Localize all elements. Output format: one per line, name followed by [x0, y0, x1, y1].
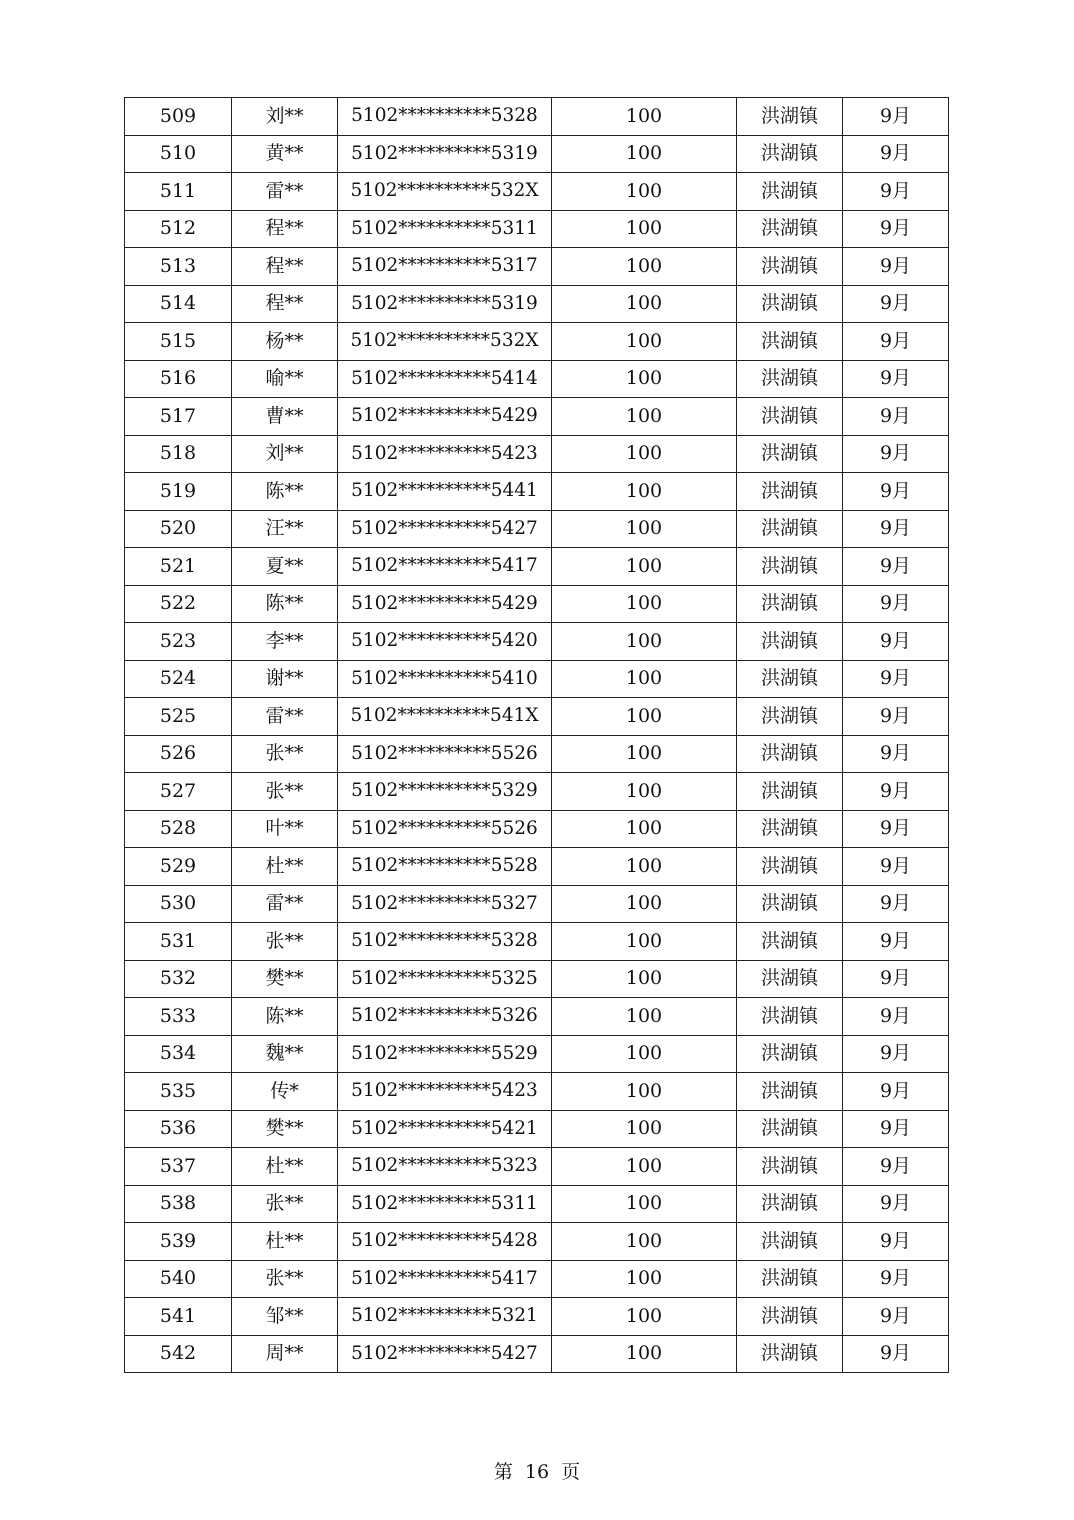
id-number-cell: 5102**********532X — [338, 323, 552, 361]
table-row — [125, 585, 949, 623]
amount-cell: 100 — [552, 435, 737, 473]
row-number-cell: 529 — [125, 848, 232, 886]
town-cell: 洪湖镇 — [737, 510, 843, 548]
month-cell: 9月 — [843, 660, 949, 698]
table-row — [125, 735, 949, 773]
table-row — [125, 1073, 949, 1111]
amount-cell: 100 — [552, 735, 737, 773]
town-cell: 洪湖镇 — [737, 1073, 843, 1111]
town-cell: 洪湖镇 — [737, 735, 843, 773]
town-cell: 洪湖镇 — [737, 548, 843, 586]
row-number-cell: 539 — [125, 1223, 232, 1261]
table-row — [125, 1223, 949, 1261]
town-cell: 洪湖镇 — [737, 1335, 843, 1373]
table-row — [125, 173, 949, 211]
month-cell: 9月 — [843, 698, 949, 736]
id-number-cell: 5102**********5311 — [338, 210, 552, 248]
name-cell: 雷** — [232, 885, 338, 923]
amount-cell: 100 — [552, 135, 737, 173]
id-number-cell: 5102**********5414 — [338, 360, 552, 398]
amount-cell: 100 — [552, 1260, 737, 1298]
name-cell: 黄** — [232, 135, 338, 173]
amount-cell: 100 — [552, 1298, 737, 1336]
row-number-cell: 516 — [125, 360, 232, 398]
amount-cell: 100 — [552, 1148, 737, 1186]
name-cell: 汪** — [232, 510, 338, 548]
id-number-cell: 5102**********5325 — [338, 960, 552, 998]
id-number-cell: 5102**********5329 — [338, 773, 552, 811]
amount-cell: 100 — [552, 360, 737, 398]
amount-cell: 100 — [552, 623, 737, 661]
amount-cell: 100 — [552, 1073, 737, 1111]
amount-cell: 100 — [552, 698, 737, 736]
table-row — [125, 1260, 949, 1298]
name-cell: 张** — [232, 923, 338, 961]
town-cell: 洪湖镇 — [737, 173, 843, 211]
month-cell: 9月 — [843, 960, 949, 998]
name-cell: 谢** — [232, 660, 338, 698]
roster-table — [124, 97, 949, 1373]
id-number-cell: 5102**********5328 — [338, 923, 552, 961]
town-cell: 洪湖镇 — [737, 98, 843, 136]
table-row — [125, 1148, 949, 1186]
row-number-cell: 519 — [125, 473, 232, 511]
town-cell: 洪湖镇 — [737, 1035, 843, 1073]
table-row — [125, 810, 949, 848]
month-cell: 9月 — [843, 623, 949, 661]
month-cell: 9月 — [843, 1185, 949, 1223]
month-cell: 9月 — [843, 360, 949, 398]
name-cell: 夏** — [232, 548, 338, 586]
amount-cell: 100 — [552, 323, 737, 361]
id-number-cell: 5102**********5428 — [338, 1223, 552, 1261]
month-cell: 9月 — [843, 510, 949, 548]
name-cell: 樊** — [232, 1110, 338, 1148]
id-number-cell: 5102**********5427 — [338, 510, 552, 548]
id-number-cell: 5102**********5410 — [338, 660, 552, 698]
row-number-cell: 537 — [125, 1148, 232, 1186]
town-cell: 洪湖镇 — [737, 698, 843, 736]
id-number-cell: 5102**********5327 — [338, 885, 552, 923]
id-number-cell: 5102**********5526 — [338, 735, 552, 773]
id-number-cell: 5102**********5328 — [338, 98, 552, 136]
month-cell: 9月 — [843, 585, 949, 623]
row-number-cell: 528 — [125, 810, 232, 848]
town-cell: 洪湖镇 — [737, 473, 843, 511]
table-row — [125, 1298, 949, 1336]
footer-suffix: 页 — [561, 1461, 581, 1483]
row-number-cell: 526 — [125, 735, 232, 773]
month-cell: 9月 — [843, 98, 949, 136]
town-cell: 洪湖镇 — [737, 323, 843, 361]
page-number: 16 — [524, 1461, 550, 1483]
town-cell: 洪湖镇 — [737, 998, 843, 1036]
row-number-cell: 517 — [125, 398, 232, 436]
month-cell: 9月 — [843, 285, 949, 323]
month-cell: 9月 — [843, 1073, 949, 1111]
amount-cell: 100 — [552, 548, 737, 586]
name-cell: 叶** — [232, 810, 338, 848]
month-cell: 9月 — [843, 1223, 949, 1261]
amount-cell: 100 — [552, 1223, 737, 1261]
name-cell: 陈** — [232, 473, 338, 511]
month-cell: 9月 — [843, 210, 949, 248]
id-number-cell: 5102**********5311 — [338, 1185, 552, 1223]
town-cell: 洪湖镇 — [737, 923, 843, 961]
name-cell: 程** — [232, 285, 338, 323]
name-cell: 喻** — [232, 360, 338, 398]
amount-cell: 100 — [552, 998, 737, 1036]
row-number-cell: 520 — [125, 510, 232, 548]
town-cell: 洪湖镇 — [737, 623, 843, 661]
amount-cell: 100 — [552, 398, 737, 436]
amount-cell: 100 — [552, 98, 737, 136]
town-cell: 洪湖镇 — [737, 1260, 843, 1298]
id-number-cell: 5102**********5423 — [338, 1073, 552, 1111]
roster-table-body — [125, 98, 949, 1373]
row-number-cell: 541 — [125, 1298, 232, 1336]
month-cell: 9月 — [843, 435, 949, 473]
table-row — [125, 510, 949, 548]
amount-cell: 100 — [552, 960, 737, 998]
town-cell: 洪湖镇 — [737, 960, 843, 998]
id-number-cell: 5102**********5420 — [338, 623, 552, 661]
row-number-cell: 527 — [125, 773, 232, 811]
id-number-cell: 5102**********5423 — [338, 435, 552, 473]
row-number-cell: 522 — [125, 585, 232, 623]
row-number-cell: 540 — [125, 1260, 232, 1298]
town-cell: 洪湖镇 — [737, 848, 843, 886]
id-number-cell: 5102**********5528 — [338, 848, 552, 886]
amount-cell: 100 — [552, 1335, 737, 1373]
table-row — [125, 323, 949, 361]
name-cell: 李** — [232, 623, 338, 661]
table-row — [125, 998, 949, 1036]
name-cell: 樊** — [232, 960, 338, 998]
row-number-cell: 531 — [125, 923, 232, 961]
name-cell: 邹** — [232, 1298, 338, 1336]
town-cell: 洪湖镇 — [737, 248, 843, 286]
town-cell: 洪湖镇 — [737, 135, 843, 173]
amount-cell: 100 — [552, 173, 737, 211]
town-cell: 洪湖镇 — [737, 660, 843, 698]
month-cell: 9月 — [843, 923, 949, 961]
id-number-cell: 5102**********5319 — [338, 285, 552, 323]
table-row — [125, 1185, 949, 1223]
table-row — [125, 1110, 949, 1148]
row-number-cell: 534 — [125, 1035, 232, 1073]
table-row — [125, 698, 949, 736]
row-number-cell: 512 — [125, 210, 232, 248]
table-row — [125, 360, 949, 398]
town-cell: 洪湖镇 — [737, 285, 843, 323]
row-number-cell: 515 — [125, 323, 232, 361]
amount-cell: 100 — [552, 473, 737, 511]
name-cell: 杜** — [232, 848, 338, 886]
row-number-cell: 514 — [125, 285, 232, 323]
name-cell: 雷** — [232, 173, 338, 211]
table-row — [125, 398, 949, 436]
name-cell: 陈** — [232, 998, 338, 1036]
amount-cell: 100 — [552, 773, 737, 811]
month-cell: 9月 — [843, 248, 949, 286]
row-number-cell: 510 — [125, 135, 232, 173]
town-cell: 洪湖镇 — [737, 435, 843, 473]
row-number-cell: 509 — [125, 98, 232, 136]
name-cell: 张** — [232, 773, 338, 811]
month-cell: 9月 — [843, 810, 949, 848]
table-row — [125, 960, 949, 998]
amount-cell: 100 — [552, 510, 737, 548]
row-number-cell: 523 — [125, 623, 232, 661]
table-row — [125, 435, 949, 473]
name-cell: 张** — [232, 735, 338, 773]
table-row — [125, 548, 949, 586]
amount-cell: 100 — [552, 660, 737, 698]
town-cell: 洪湖镇 — [737, 210, 843, 248]
town-cell: 洪湖镇 — [737, 1298, 843, 1336]
name-cell: 传* — [232, 1073, 338, 1111]
table-row — [125, 248, 949, 286]
row-number-cell: 525 — [125, 698, 232, 736]
town-cell: 洪湖镇 — [737, 1185, 843, 1223]
row-number-cell: 533 — [125, 998, 232, 1036]
month-cell: 9月 — [843, 473, 949, 511]
amount-cell: 100 — [552, 848, 737, 886]
name-cell: 杨** — [232, 323, 338, 361]
name-cell: 杜** — [232, 1148, 338, 1186]
name-cell: 张** — [232, 1260, 338, 1298]
id-number-cell: 5102**********5323 — [338, 1148, 552, 1186]
town-cell: 洪湖镇 — [737, 1110, 843, 1148]
table-row — [125, 660, 949, 698]
id-number-cell: 5102**********5417 — [338, 1260, 552, 1298]
town-cell: 洪湖镇 — [737, 885, 843, 923]
table-row — [125, 923, 949, 961]
month-cell: 9月 — [843, 885, 949, 923]
month-cell: 9月 — [843, 135, 949, 173]
id-number-cell: 5102**********5427 — [338, 1335, 552, 1373]
row-number-cell: 535 — [125, 1073, 232, 1111]
table-row — [125, 623, 949, 661]
table-row — [125, 773, 949, 811]
table-row — [125, 885, 949, 923]
month-cell: 9月 — [843, 1035, 949, 1073]
id-number-cell: 5102**********5319 — [338, 135, 552, 173]
amount-cell: 100 — [552, 210, 737, 248]
name-cell: 张** — [232, 1185, 338, 1223]
row-number-cell: 530 — [125, 885, 232, 923]
amount-cell: 100 — [552, 923, 737, 961]
name-cell: 刘** — [232, 435, 338, 473]
month-cell: 9月 — [843, 323, 949, 361]
month-cell: 9月 — [843, 1110, 949, 1148]
month-cell: 9月 — [843, 1260, 949, 1298]
id-number-cell: 5102**********5529 — [338, 1035, 552, 1073]
month-cell: 9月 — [843, 1335, 949, 1373]
town-cell: 洪湖镇 — [737, 1223, 843, 1261]
table-row — [125, 285, 949, 323]
name-cell: 程** — [232, 248, 338, 286]
id-number-cell: 5102**********5326 — [338, 998, 552, 1036]
name-cell: 刘** — [232, 98, 338, 136]
id-number-cell: 5102**********5317 — [338, 248, 552, 286]
id-number-cell: 5102**********541X — [338, 698, 552, 736]
row-number-cell: 532 — [125, 960, 232, 998]
month-cell: 9月 — [843, 998, 949, 1036]
month-cell: 9月 — [843, 173, 949, 211]
footer-prefix: 第 — [493, 1461, 513, 1483]
id-number-cell: 5102**********5321 — [338, 1298, 552, 1336]
town-cell: 洪湖镇 — [737, 1148, 843, 1186]
name-cell: 周** — [232, 1335, 338, 1373]
month-cell: 9月 — [843, 735, 949, 773]
town-cell: 洪湖镇 — [737, 585, 843, 623]
id-number-cell: 5102**********5417 — [338, 548, 552, 586]
town-cell: 洪湖镇 — [737, 773, 843, 811]
id-number-cell: 5102**********5441 — [338, 473, 552, 511]
row-number-cell: 518 — [125, 435, 232, 473]
row-number-cell: 521 — [125, 548, 232, 586]
page-footer — [0, 1457, 1074, 1484]
town-cell: 洪湖镇 — [737, 360, 843, 398]
row-number-cell: 538 — [125, 1185, 232, 1223]
amount-cell: 100 — [552, 1185, 737, 1223]
month-cell: 9月 — [843, 773, 949, 811]
amount-cell: 100 — [552, 248, 737, 286]
name-cell: 陈** — [232, 585, 338, 623]
table-row — [125, 98, 949, 136]
table-row — [125, 135, 949, 173]
month-cell: 9月 — [843, 848, 949, 886]
town-cell: 洪湖镇 — [737, 810, 843, 848]
town-cell: 洪湖镇 — [737, 398, 843, 436]
month-cell: 9月 — [843, 1298, 949, 1336]
row-number-cell: 513 — [125, 248, 232, 286]
id-number-cell: 5102**********532X — [338, 173, 552, 211]
name-cell: 杜** — [232, 1223, 338, 1261]
table-row — [125, 210, 949, 248]
id-number-cell: 5102**********5429 — [338, 585, 552, 623]
amount-cell: 100 — [552, 585, 737, 623]
table-row — [125, 848, 949, 886]
table-row — [125, 1035, 949, 1073]
row-number-cell: 511 — [125, 173, 232, 211]
id-number-cell: 5102**********5429 — [338, 398, 552, 436]
id-number-cell: 5102**********5421 — [338, 1110, 552, 1148]
amount-cell: 100 — [552, 885, 737, 923]
id-number-cell: 5102**********5526 — [338, 810, 552, 848]
month-cell: 9月 — [843, 548, 949, 586]
name-cell: 曹** — [232, 398, 338, 436]
amount-cell: 100 — [552, 810, 737, 848]
row-number-cell: 536 — [125, 1110, 232, 1148]
month-cell: 9月 — [843, 1148, 949, 1186]
name-cell: 雷** — [232, 698, 338, 736]
name-cell: 魏** — [232, 1035, 338, 1073]
name-cell: 程** — [232, 210, 338, 248]
amount-cell: 100 — [552, 1035, 737, 1073]
row-number-cell: 524 — [125, 660, 232, 698]
table-row — [125, 473, 949, 511]
row-number-cell: 542 — [125, 1335, 232, 1373]
table-row — [125, 1335, 949, 1373]
amount-cell: 100 — [552, 285, 737, 323]
amount-cell: 100 — [552, 1110, 737, 1148]
month-cell: 9月 — [843, 398, 949, 436]
